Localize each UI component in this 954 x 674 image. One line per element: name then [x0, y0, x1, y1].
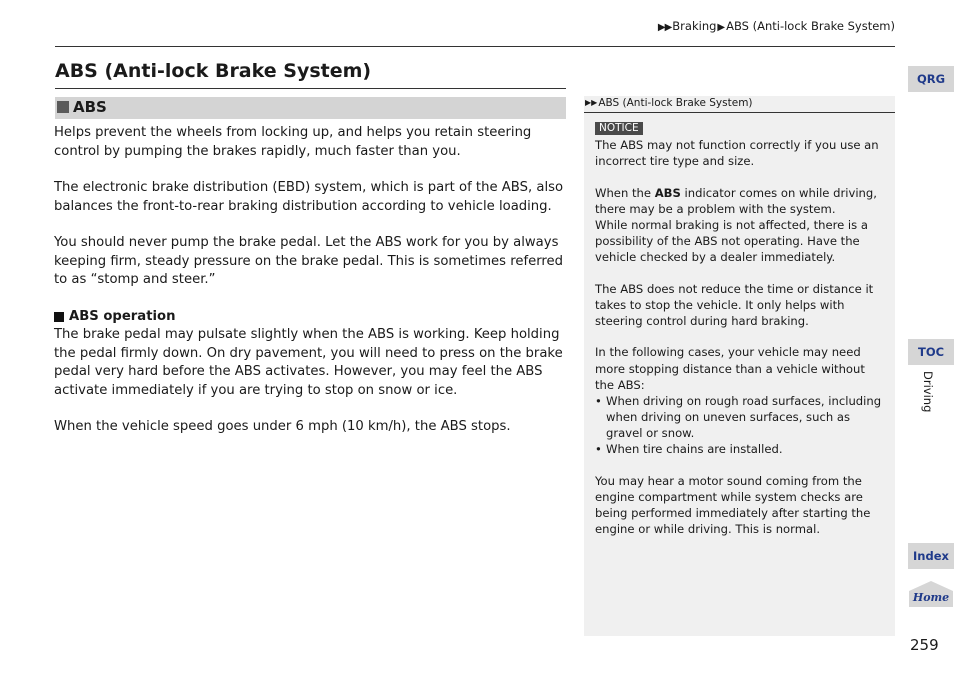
black-square-icon [54, 312, 64, 322]
bullet-list [595, 393, 887, 457]
chapter-label: Driving [921, 371, 935, 413]
index-tab[interactable]: Index [908, 543, 954, 569]
section-heading-bar [55, 97, 566, 119]
title-divider [55, 88, 566, 89]
qrg-tab[interactable]: QRG [908, 66, 954, 92]
sidebar-paragraph: In the following cases, your vehicle may need more stopping distance than a vehicle without the ABS: [595, 345, 865, 392]
subsection-heading [54, 308, 566, 327]
abs-indicator-prefix: When the [595, 185, 655, 200]
reference-arrow-icon: ▶▶ [585, 98, 598, 107]
sidebar-note [584, 96, 895, 636]
home-button[interactable] [908, 580, 954, 608]
body-paragraph: When the vehicle speed goes under 6 mph (10 km/h), the ABS stops. [54, 419, 511, 435]
square-icon [57, 101, 69, 113]
breadcrumb [658, 19, 895, 33]
notice-text: The ABS may not function correctly if you use an incorrect tire type and size. [595, 138, 879, 169]
toc-tab[interactable]: TOC [908, 339, 954, 365]
breadcrumb-item-braking[interactable]: Braking [672, 19, 717, 33]
double-triangle-icon: ▶▶ [657, 22, 672, 33]
body-paragraph: The electronic brake distribution (EBD) system, which is part of the ABS, also balances the front-to-rear braking distribution according to vehicle loading. [54, 179, 564, 214]
notice-badge: NOTICE [595, 122, 643, 135]
subsection-heading-label: ABS operation [69, 308, 176, 324]
abs-indicator-bold: ABS [654, 185, 681, 200]
section-heading: ABS [73, 98, 107, 116]
body-paragraph: Helps prevent the wheels from locking up, and helps you retain steering control by pumping the brakes rapidly, much faster than you. [54, 125, 532, 159]
sidebar-paragraph: The ABS does not reduce the time or distance it takes to stop the vehicle. It only helps with steering control during hard braking. [595, 281, 874, 328]
sidebar-header-label: ABS (Anti-lock Brake System) [598, 97, 753, 109]
abs-indicator-paragraph [595, 185, 887, 265]
header-divider [55, 46, 895, 47]
abs-indicator-line2: While normal braking is not affected, there is a possibility of the ABS not operating. Have the vehicle checked by a dealer immediately. [595, 217, 868, 265]
main-body [54, 124, 566, 455]
home-label: Home [912, 591, 950, 604]
sidebar-body [595, 119, 887, 552]
sidebar-paragraph: You may hear a motor sound coming from the engine compartment while system checks are being performed immediately after starting the engine or while driving. This is normal. [595, 473, 871, 536]
body-paragraph: The brake pedal may pulsate slightly when the ABS is working. Keep holding the pedal firmly down. On dry pavement, you will need to press on the brake pedal very hard before the ABS activates. However, you may feel the ABS activate immediately if you are trying to stop on snow or ice. [54, 327, 563, 398]
page-number: 259 [910, 636, 939, 654]
list-item: • When tire chains are installed. [595, 441, 887, 457]
breadcrumb-item-abs[interactable]: ABS (Anti-lock Brake System) [726, 19, 895, 33]
sidebar-header [584, 96, 895, 113]
triangle-icon: ▶ [717, 22, 726, 33]
page-title: ABS (Anti-lock Brake System) [55, 60, 372, 82]
list-item: • When driving on rough road surfaces, including when driving on uneven surfaces, such as gravel or snow. [595, 393, 887, 441]
abs-indicator-suffix: indicator comes on while driving, there may be a problem with the system. [595, 185, 877, 216]
body-paragraph: You should never pump the brake pedal. Let the ABS work for you by always keeping firm, steady pressure on the brake pedal. This is sometimes referred to as “stomp and steer.” [54, 234, 564, 288]
